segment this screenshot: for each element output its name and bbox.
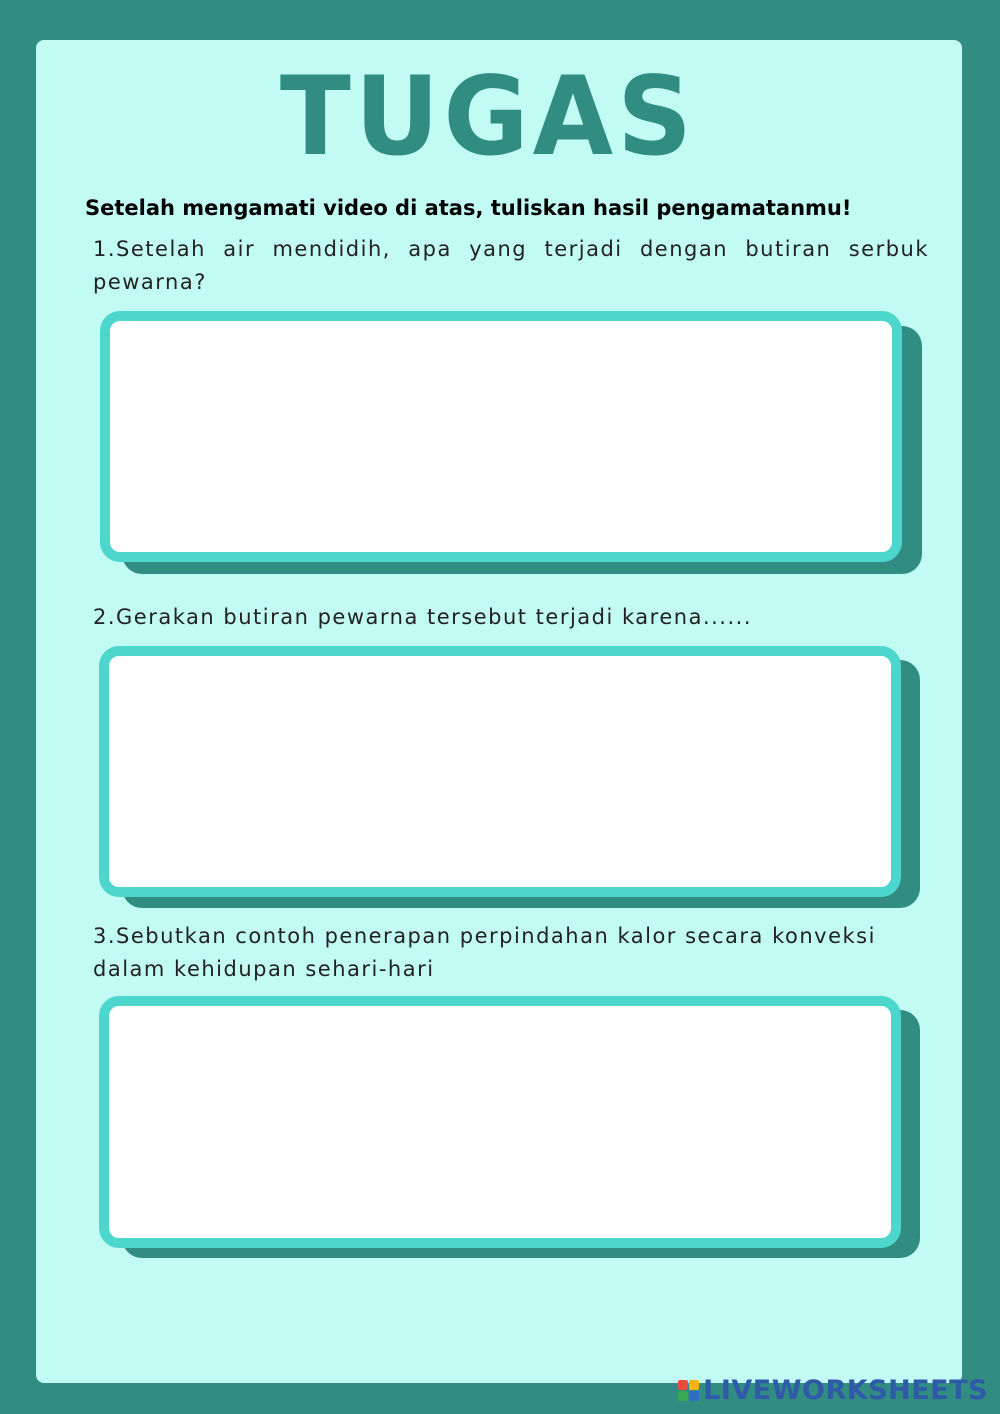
liveworksheets-logo-icon xyxy=(678,1380,699,1401)
watermark-text: LIVEWORKSHEETS xyxy=(703,1375,988,1406)
answer-box-1[interactable] xyxy=(100,311,902,562)
instruction-text: Setelah mengamati video di atas, tuliskan hasil pengamatanmu! xyxy=(85,196,852,220)
page-title: TUGAS xyxy=(279,51,697,181)
question-1-text: 1.Setelah air mendidih, apa yang terjadi dengan butiran serbuk pewarna? xyxy=(93,237,929,294)
answer-box-2[interactable] xyxy=(99,646,901,897)
liveworksheets-watermark xyxy=(678,1375,988,1406)
answer-box-3[interactable] xyxy=(99,996,901,1248)
question-2-text: 2.Gerakan butiran pewarna tersebut terjadi karena...... xyxy=(93,605,752,629)
question-3-text: 3.Sebutkan contoh penerapan perpindahan kalor secara konveksi dalam kehidupan sehari-hari xyxy=(93,924,876,981)
